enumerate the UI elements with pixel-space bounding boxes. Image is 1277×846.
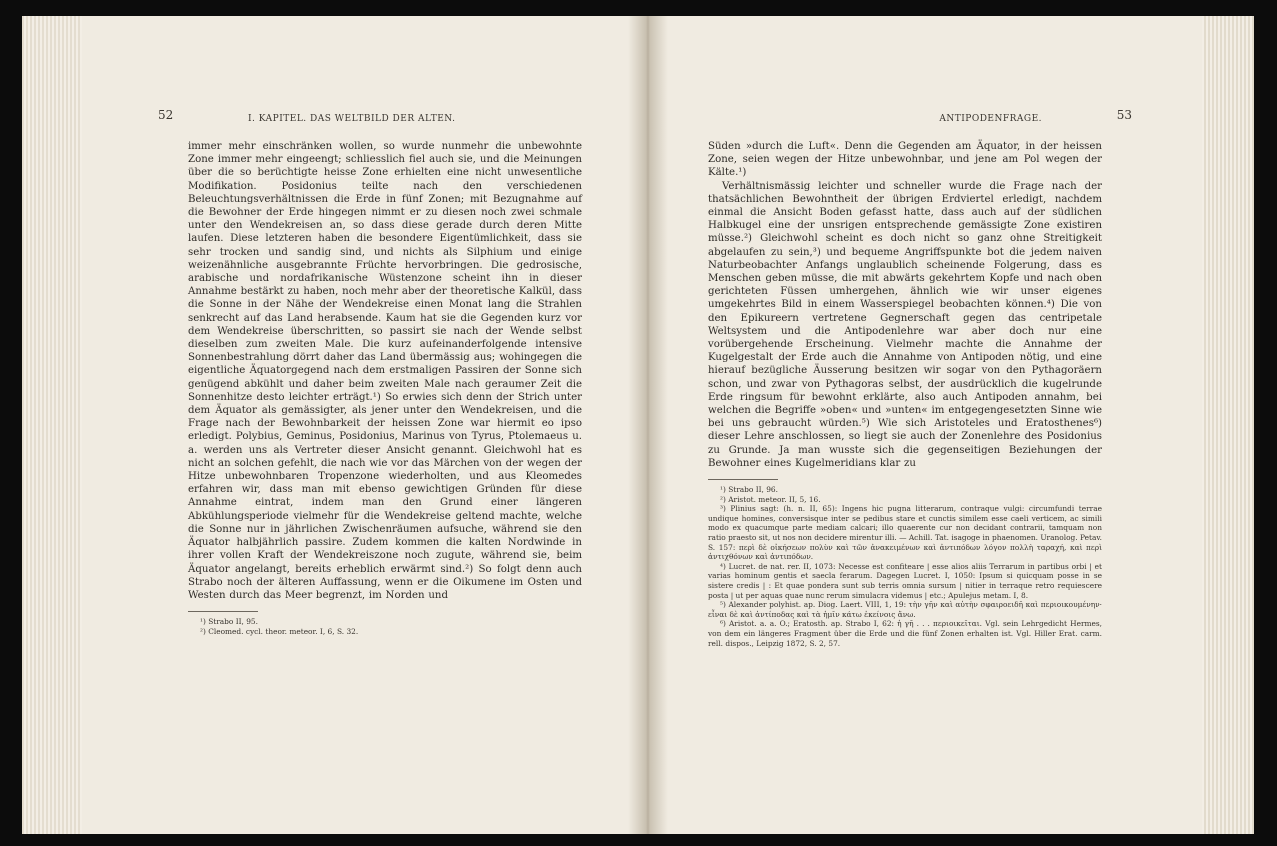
right-footnote-1: ¹) Strabo II, 96.	[720, 485, 778, 495]
right-running-head: ANTIPODENFRAGE.	[939, 114, 1042, 124]
right-footnote-4: ⁴) Lucret. de nat. rer. II, 1073: Necesse est confiteare | esse alios aliis Terrarum in partibus orbi | et varias hominum gentis et saecla ferarum. Dagegen Lucret. I, 1050: Ipsum si quicquam posse in se sistere credis | : Et quae pondera sunt sub terris omnia sursum | nitier in terraque retro requiescere posta | ut per aquas quae nunc rerum simulacra videmus | etc.; Apulejus metam. I, 8.	[708, 561, 1102, 600]
right-footnote-6: ⁶) Aristot. a. a. O.; Eratosth. ap. Strabo I, 62: ἡ γῆ . . . περιοικεῖται. Vgl. sein Lehrgedicht Hermes, von dem ein längeres Fragment über die Erde und die fünf Zonen erhalten ist. Vgl. Hiller Erat. carm. rell. dispos., Leipzig 1872, S. 2, 57.	[708, 619, 1102, 648]
right-page-number: 53	[1116, 108, 1132, 122]
right-running-header	[708, 108, 1132, 128]
page-edges-right	[1202, 16, 1254, 834]
book-gutter	[628, 16, 668, 834]
left-running-header	[158, 108, 582, 128]
left-body-text	[188, 140, 582, 602]
right-page	[708, 108, 1132, 648]
right-footnote-5: ⁵) Alexander polyhist. ap. Diog. Laert. VIII, 1, 19: τὴν γῆν καὶ αὐτὴν σφαιροειδῆ καὶ περιοικουμένην· εἶναι δὲ καὶ ἀντίποδας καὶ τὰ ἡμῖν κάτω ἐκείνοις ἄνω.	[708, 600, 1102, 619]
right-paragraph-2: Verhältnismässig leichter und schneller wurde die Frage nach der thatsächlichen Bewohntheit der übrigen Erdviertel erledigt, nachdem einmal die Ansicht Boden gefasst hatte, dass auch auf der südlichen Halbkugel eine der unsrigen entsprechende gemässigte Zone existiren müsse.²) Gleichwohl scheint es doch nicht so ganz ohne Streitigkeit abgelaufen zu sein,³) und bequeme Angriffspunkte bot die jedem naiven Naturbeobachter Anfangs unglaublich scheinende Folgerung, dass es Menschen geben müsse, die mit abwärts gekehrtem Kopfe und nach oben gerichteten Füssen umhergehen, ähnlich wie wir unser eigenes umgekehrtes Bild in einem Wasserspiegel beobachten können.⁴) Die von den Epikureern vertretene Gegnerschaft gegen das centripetale Weltsystem und die Antipodenlehre war aber doch nur eine vorübergehende Erscheinung. Vielmehr machte die Annahme der Kugelgestalt der Erde auch die Annahme von Antipoden nötig, und eine hierauf bezügliche Äusserung besitzen wir sogar von den Pythagoräern schon, und zwar von Pythagoras selbst, der ausdrücklich die kugelrunde Erde ringsum für bewohnt erklärte, also auch Antipoden annahm, bei welchen die Begriffe »oben« und »unten« im entgegengesetzten Sinne wie bei uns gebraucht würden.⁵) Wie sich Aristoteles und Eratosthenes⁶) dieser Lehre anschlossen, so liegt sie auch der Zonenlehre des Posidonius zu Grunde. Ja man wusste sich die gegenseitigen Beziehungen der Bewohner eines Kugelmeridians klar zu	[708, 180, 1102, 469]
page-edges-left	[22, 16, 82, 834]
left-paragraph-1: immer mehr einschränken wollen, so wurde nunmehr die unbewohnte Zone immer mehr eingeengt; schliesslich fiel auch sie, und die Meinungen über die so berüchtigte heisse Zone erhielten eine nicht unwesentliche Modifikation. Posidonius teilte nach den verschiedenen Beleuchtungsverhältnissen die Erde in fünf Zonen; mit Bezugnahme auf die Bewohner der Erde hingegen nimmt er zu diesen noch zwei schmale unter den Wendekreisen an, so dass diese gerade durch deren Mitte laufen. Diese letzteren haben die besondere Eigentümlichkeit, dass sie sehr trocken und sandig sind, und nichts als Silphium und einige weizenähnliche ausgebrannte Früchte hervorbringen. Die gedrosische, arabische und nordafrikanische Wüstenzone scheint ihn in dieser Annahme bestärkt zu haben, noch mehr aber der theoretische Kalkül, dass die Sonne in der Nähe der Wendekreise einen Monat lang die Strahlen senkrecht auf das Land herabsende. Kaum hat sie die Gegenden kurz vor dem Wendekreise überschritten, so passirt sie nach der Wende selbst dieselben zum zweiten Male. Die kurz aufeinanderfolgende intensive Sonnenbestrahlung dörrt daher das Land übermässig aus; wohingegen die eigentliche Äquatorgegend nach dem erstmaligen Passiren der Sonne sich genügend abkühlt und daher beim zweiten Male nach geraumer Zeit die Sonnenhitze desto leichter erträgt.¹) So erwies sich denn der Strich unter dem Äquator als gemässigter, als jener unter den Wendekreisen, und die Frage nach der Bewohnbarkeit der heissen Zone war hiermit eo ipso erledigt. Polybius, Geminus, Posidonius, Marinus von Tyrus, Ptolemaeus u. a. werden uns als Vertreter dieser Ansicht genannt. Gleichwohl hat es nicht an solchen gefehlt, die nach wie vor das Märchen von der wegen der Hitze unbewohnbaren Tropenzone wiederholten, und aus Kleomedes erfahren wir, dass man mit ebenso gewichtigen Gründen für diese Annahme eintrat, indem man den Grund einer längeren Abkühlungsperiode vielmehr für die Wendekreise geltend machte, welche die Sonne nur in jährlichen Zwischenräumen aufsuche, während sie den Äquator halbjährlich passire. Zudem kommen die kalten Nordwinde in ihrer vollen Kraft der Wendekreiszone noch zugute, während sie, beim Äquator angelangt, bereits erheblich erwärmt sind.²) So folgt denn auch Strabo noch der älteren Auffassung, wenn er die Oikumene im Osten und Westen durch das Meer begrenzt, im Norden und	[188, 141, 582, 601]
left-footnotes	[188, 617, 582, 636]
left-page-number: 52	[158, 108, 174, 122]
left-running-head: I. KAPITEL. DAS WELTBILD DER ALTEN.	[248, 114, 456, 124]
right-footnote-rule	[708, 479, 778, 480]
left-footnote-2: ²) Cleomed. cycl. theor. meteor. I, 6, S. 32.	[200, 626, 359, 636]
right-body-text	[708, 140, 1102, 470]
left-page	[158, 108, 582, 636]
left-footnote-rule	[188, 611, 258, 612]
right-footnote-2: ²) Aristot. meteor. II, 5, 16.	[720, 494, 821, 504]
left-footnote-1: ¹) Strabo II, 95.	[200, 617, 258, 627]
right-footnote-3: ³) Plinius sagt: (h. n. II, 65): Ingens hic pugna litterarum, contraque vulgi: circumfundi terrae undique homines, conversisque inter se pedibus stare et cunctis similem esse caeli verticem, ac simili modo ex quacumque parte mediam calcari; illo quaerente cur non decidant contrarii, tamquam non ratio praesto sit, ut nos non decidere mirentur illi. — Achill. Tat. isagoge in phaenomen. Uranolog. Petav. S. 157: περὶ δὲ οἰκήσεων πολὺν καὶ τῶν ἀνακειμένων καὶ ἀντιπόδων λόγον πολλὴ ταραχή, καὶ περὶ ἀντιχθόνων καὶ ἀντιπόδων.	[708, 504, 1102, 562]
right-footnotes	[708, 485, 1102, 648]
right-paragraph-1: Süden »durch die Luft«. Denn die Gegenden am Äquator, in der heissen Zone, seien wegen der Hitze unbewohnbar, und jene am Pol wegen der Kälte.¹)	[708, 141, 1102, 179]
